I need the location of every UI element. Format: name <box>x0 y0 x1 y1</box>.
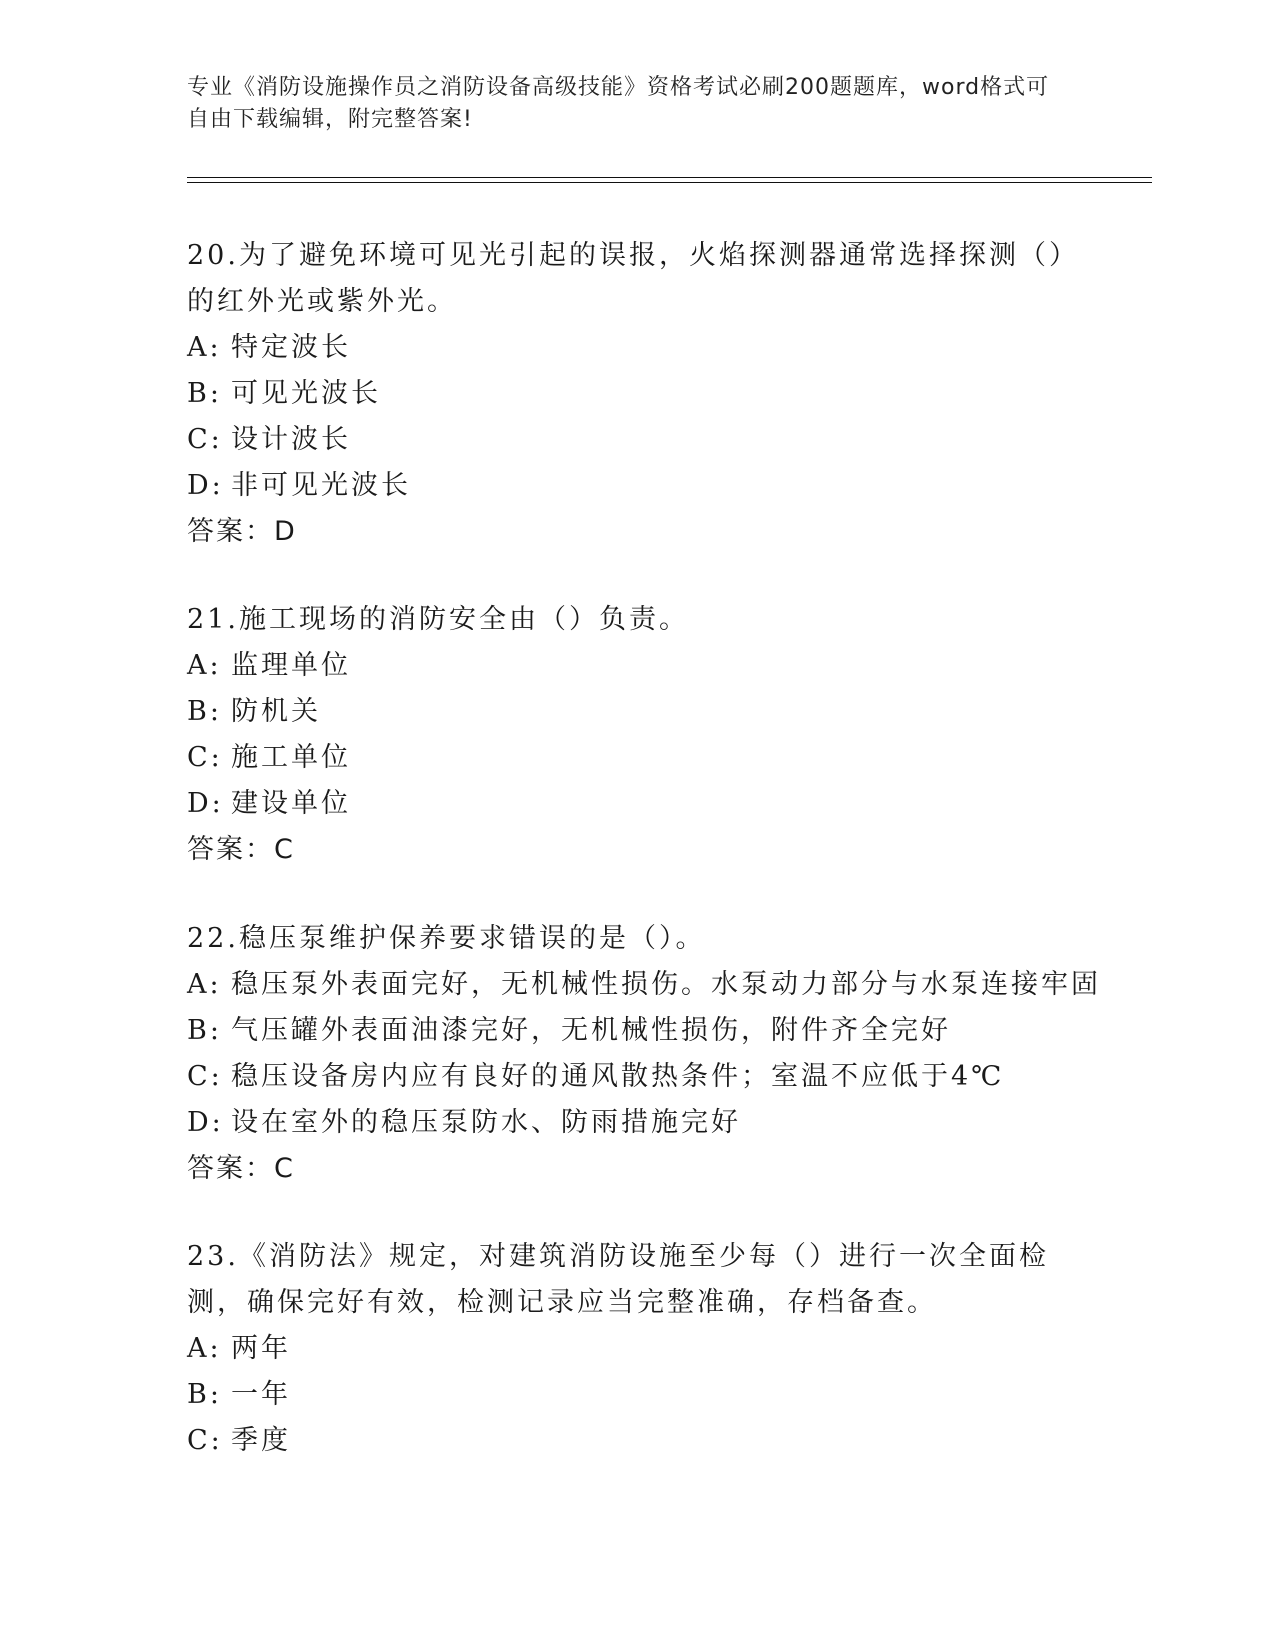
header-divider-top <box>187 177 1152 178</box>
option-d <box>187 463 1087 509</box>
option-text: 监理单位 <box>231 650 351 681</box>
option-b <box>187 1372 1087 1418</box>
option-text: 特定波长 <box>231 332 351 363</box>
option-a <box>187 325 1087 371</box>
option-letter: D: <box>187 1107 224 1138</box>
option-letter: C: <box>187 1061 223 1092</box>
option-text: 可见光波长 <box>231 378 381 409</box>
option-d <box>187 1100 1087 1146</box>
answer-label: 答案：D <box>187 516 297 547</box>
answer-label: 答案：C <box>187 1153 295 1184</box>
option-letter: A: <box>187 1333 222 1364</box>
option-letter: C: <box>187 424 223 455</box>
option-c <box>187 1418 1087 1464</box>
option-b <box>187 1008 1087 1054</box>
option-a <box>187 1326 1087 1372</box>
option-letter: B: <box>187 1015 222 1046</box>
question-stem: 23.《消防法》规定，对建筑消防设施至少每（）进行一次全面检测，确保完好有效，检测记录应当完整准确，存档备查。 <box>187 1241 1049 1318</box>
answer-label: 答案：C <box>187 834 295 865</box>
question-stem: 22.稳压泵维护保养要求错误的是（）。 <box>187 923 706 954</box>
option-text: 非可见光波长 <box>231 470 411 501</box>
question-stem: 21.施工现场的消防安全由（）负责。 <box>187 604 689 635</box>
option-a <box>187 643 1087 689</box>
document-intro: 专业《消防设施操作员之消防设备高级技能》资格考试必刷200题题库，word格式可自由下载编辑，附完整答案! <box>187 75 1050 132</box>
option-text: 设在室外的稳压泵防水、防雨措施完好 <box>231 1107 741 1138</box>
option-b <box>187 371 1087 417</box>
option-text: 气压罐外表面油漆完好，无机械性损伤，附件齐全完好 <box>231 1015 951 1046</box>
question-21 <box>187 597 1087 873</box>
option-c <box>187 417 1087 463</box>
question-22 <box>187 916 1101 1192</box>
option-text: 稳压泵外表面完好，无机械性损伤。水泵动力部分与水泵连接牢固 <box>231 969 1101 1000</box>
option-letter: D: <box>187 788 224 819</box>
option-letter: C: <box>187 742 223 773</box>
option-text: 设计波长 <box>231 424 351 455</box>
option-b <box>187 689 1087 735</box>
option-c <box>187 735 1087 781</box>
question-20 <box>187 233 1087 555</box>
option-text: 建设单位 <box>231 788 351 819</box>
option-letter: B: <box>187 378 222 409</box>
option-letter: A: <box>187 969 222 1000</box>
header-divider-bottom <box>187 182 1152 183</box>
option-text: 两年 <box>231 1333 291 1364</box>
question-23 <box>187 1234 1087 1464</box>
option-letter: D: <box>187 470 224 501</box>
option-letter: B: <box>187 1379 222 1410</box>
option-letter: A: <box>187 650 222 681</box>
option-text: 一年 <box>231 1379 291 1410</box>
option-d <box>187 781 1087 827</box>
option-a <box>187 962 1101 1008</box>
option-text: 施工单位 <box>231 742 351 773</box>
option-letter: B: <box>187 696 222 727</box>
option-text: 季度 <box>231 1425 291 1456</box>
option-letter: C: <box>187 1425 223 1456</box>
question-stem: 20.为了避免环境可见光引起的误报，火焰探测器通常选择探测（）的红外光或紫外光。 <box>187 240 1079 317</box>
option-text: 稳压设备房内应有良好的通风散热条件；室温不应低于4℃ <box>231 1061 1005 1092</box>
option-letter: A: <box>187 332 222 363</box>
option-text: 防机关 <box>231 696 321 727</box>
option-c <box>187 1054 1087 1100</box>
